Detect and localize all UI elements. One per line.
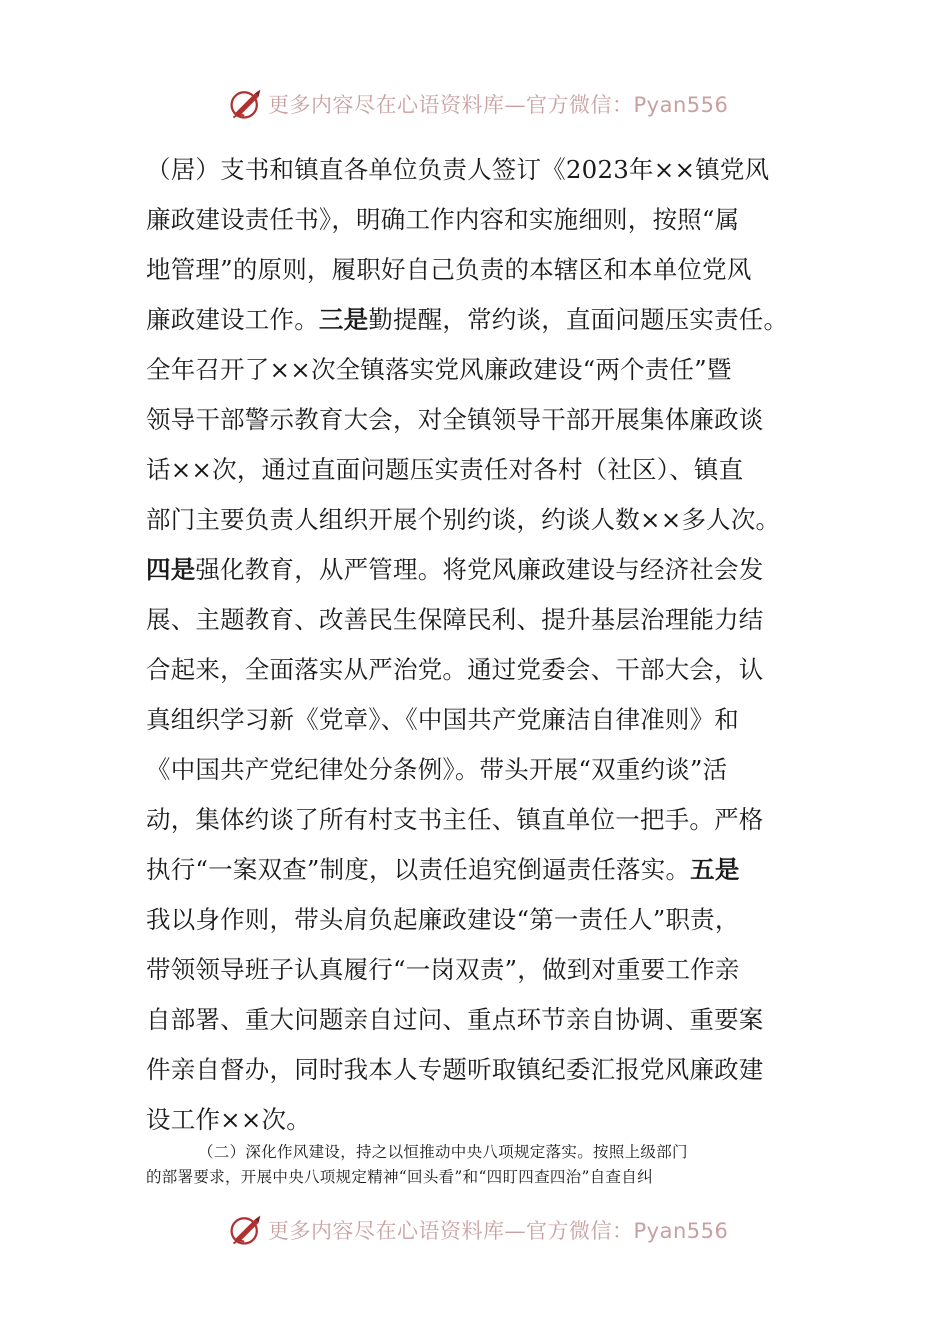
text-segment: 全年召开了××次全镇落实党风廉政建设“两个责任”暨 [146, 355, 732, 384]
text-segment: 自部署、重大问题亲自过问、重点环节亲自协调、重要案 [146, 1005, 764, 1034]
text-line [146, 595, 806, 645]
text-line [146, 145, 806, 195]
text-segment: 合起来，全面落实从严治党。通过党委会、干部大会，认 [146, 655, 764, 684]
text-segment: 件亲自督办，同时我本人专题听取镇纪委汇报党风廉政建 [146, 1055, 764, 1084]
text-line [146, 995, 806, 1045]
text-line [146, 295, 806, 345]
text-line [146, 1045, 806, 1095]
text-segment: 地管理”的原则，履职好自己负责的本辖区和本单位党风 [146, 255, 752, 284]
watermark-text: 更多内容尽在心语资料库—官方微信：Pyan556 [268, 1219, 729, 1243]
text-segment: 部门主要负责人组织开展个别约谈，约谈人数××多人次。 [146, 505, 781, 534]
text-segment: 勤提醒，常约谈，直面问题压实责任。 [368, 305, 789, 334]
text-segment: 廉政建设工作。 [146, 305, 319, 334]
body-paragraph [146, 145, 806, 1145]
text-line [146, 545, 806, 595]
watermark-header [228, 84, 748, 124]
watermark-handle: Pyan556 [633, 93, 729, 117]
pen-circle-logo-icon [228, 86, 264, 122]
text-line [146, 895, 806, 945]
text-segment: 《中国共产党纪律处分条例》。带头开展“双重约谈”活 [146, 755, 728, 784]
text-line [146, 445, 806, 495]
text-line [146, 1095, 806, 1145]
text-segment: 动，集体约谈了所有村支书主任、镇直单位一把手。严格 [146, 805, 764, 834]
section-text-line: 的部署要求，开展中央八项规定精神“回头看”和“四盯四查四治”自查自纠 [146, 1168, 653, 1186]
bold-lead-text: 四是 [146, 555, 196, 584]
bold-lead-text: 三是 [318, 305, 369, 334]
text-line [146, 345, 806, 395]
text-segment: 执行“一案双查”制度，以责任追究倒逼责任落实。 [146, 855, 691, 884]
text-segment: 真组织学习新《党章》、《中国共产党廉洁自律准则》和 [146, 705, 739, 734]
text-segment: 话××次，通过直面问题压实责任对各村（社区）、镇直 [146, 455, 744, 484]
text-segment: （居）支书和镇直各单位负责人签订《2023年××镇党风 [146, 155, 770, 184]
pen-circle-logo-icon [228, 1212, 264, 1248]
text-line [146, 695, 806, 745]
text-line [146, 845, 806, 895]
text-segment: 我以身作则，带头肩负起廉政建设“第一责任人”职责， [146, 905, 740, 934]
text-segment: 展、主题教育、改善民生保障民利、提升基层治理能力结 [146, 605, 764, 634]
text-line [146, 945, 806, 995]
text-segment: 廉政建设责任书》，明确工作内容和实施细则，按照“属 [146, 205, 740, 234]
section-heading-line: （二）深化作风建设，持之以恒推动中央八项规定落实。按照上级部门 [198, 1143, 688, 1161]
text-line [146, 795, 806, 845]
watermark-footer [228, 1210, 748, 1250]
text-segment: 强化教育，从严管理。将党风廉政建设与经济社会发 [195, 555, 764, 584]
text-segment: 带领领导班子认真履行“一岗双责”，做到对重要工作亲 [146, 955, 740, 984]
watermark-text: 更多内容尽在心语资料库—官方微信：Pyan556 [268, 93, 729, 117]
text-line [146, 245, 806, 295]
text-line [146, 495, 806, 545]
section-paragraph [146, 1140, 806, 1190]
text-line [146, 395, 806, 445]
bold-lead-text: 五是 [690, 855, 740, 884]
text-line [146, 645, 806, 695]
text-line [146, 195, 806, 245]
watermark-handle: Pyan556 [633, 1219, 729, 1243]
text-line [146, 745, 806, 795]
text-segment: 领导干部警示教育大会，对全镇领导干部开展集体廉政谈 [146, 405, 764, 434]
text-segment: 设工作××次。 [146, 1105, 311, 1134]
